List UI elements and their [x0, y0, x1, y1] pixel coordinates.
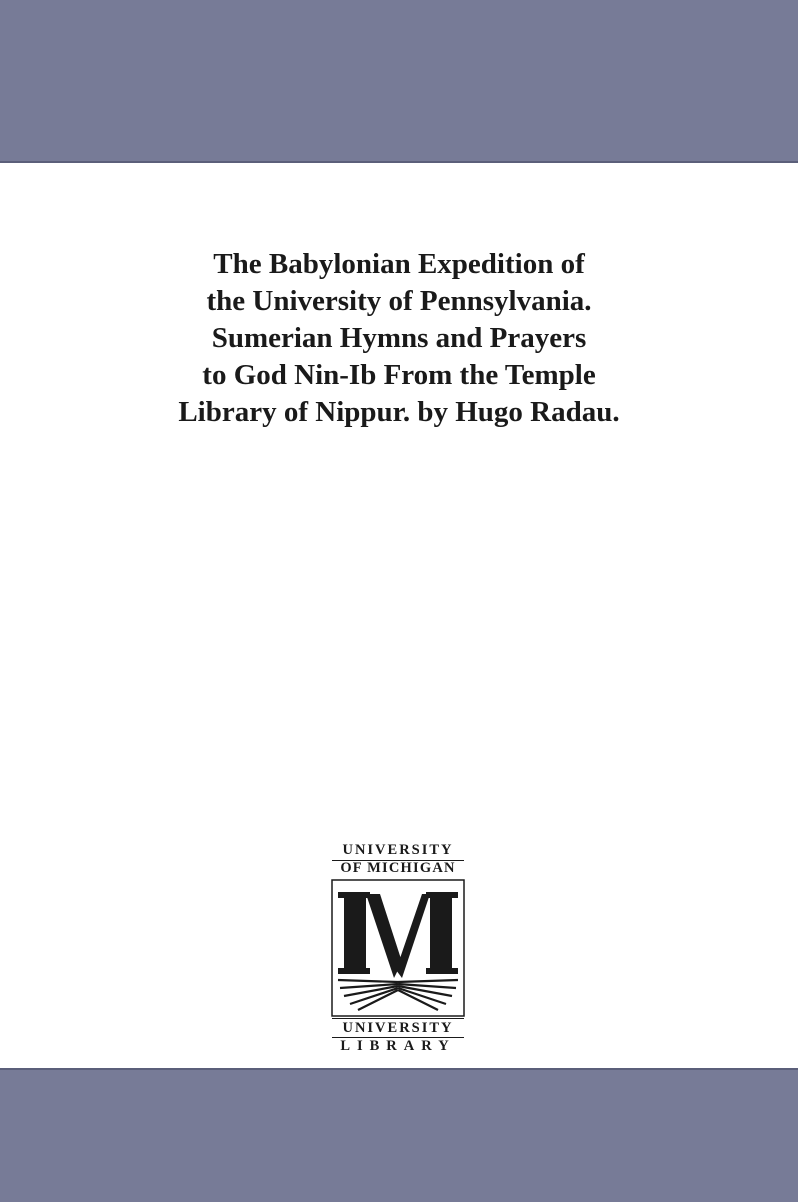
top-band — [0, 0, 798, 163]
book-title — [60, 246, 738, 431]
title-line-4: to God Nin-Ib From the Temple — [202, 359, 596, 391]
logo-text-library: LIBRARY — [340, 1038, 456, 1054]
title-line-5: Library of Nippur. by Hugo Radau. — [178, 396, 620, 428]
title-line-2: the University of Pennsylvania. — [206, 285, 592, 317]
bottom-band — [0, 1068, 798, 1202]
university-library-logo — [330, 842, 466, 1056]
logo-text-of-michigan: OF MICHIGAN — [340, 860, 456, 876]
logo-text-university-2: UNIVERSITY — [342, 1020, 454, 1036]
logo-rule — [332, 1018, 464, 1019]
title-line-3: Sumerian Hymns and Prayers — [211, 322, 587, 354]
title-line-1: The Babylonian Expedition of — [213, 248, 585, 280]
michigan-m-emblem-icon — [330, 878, 466, 1018]
logo-text-university: UNIVERSITY — [342, 842, 454, 858]
